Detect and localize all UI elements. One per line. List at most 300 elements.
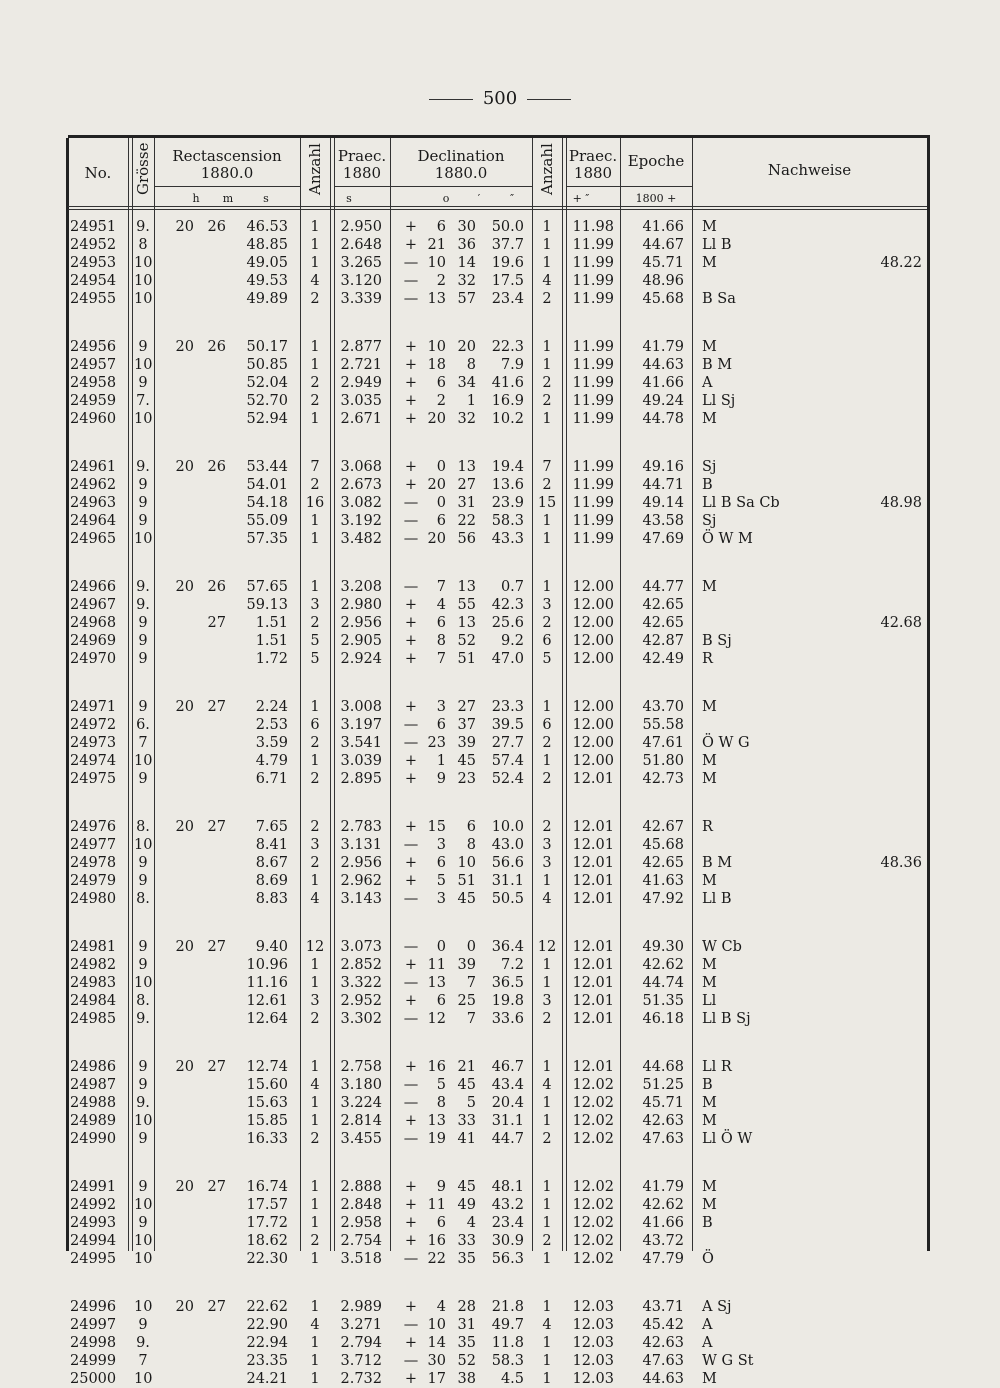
- page-number-dash-right: [527, 99, 571, 100]
- cell-ra-s: 12.61: [246, 993, 288, 1009]
- cell-praec-de: 12.02: [572, 1113, 614, 1129]
- cell-decl-sign: +: [404, 1215, 418, 1231]
- cell-no: 24991: [70, 1179, 117, 1195]
- cell-decl-sign: +: [404, 1197, 418, 1213]
- cell-praec-de: 12.02: [572, 1077, 614, 1093]
- cell-groesse: 10: [134, 291, 153, 307]
- cell-epoche: 42.65: [642, 855, 684, 871]
- cell-ra-s: 1.51: [255, 615, 288, 631]
- cell-no: 24966: [70, 579, 117, 595]
- cell-decl-min: 20: [457, 339, 476, 355]
- cell-epoche: 49.16: [642, 459, 684, 475]
- cell-decl-sign: +: [404, 375, 418, 391]
- cell-praec-de: 12.00: [572, 597, 614, 613]
- cell-anzahl: 4: [310, 891, 320, 907]
- cell-decl-sec: 31.1: [491, 1113, 524, 1129]
- praec-ra-unit-rule: [334, 186, 390, 187]
- cell-decl-sec: 0.7: [500, 579, 524, 595]
- cell-decl-min: 21: [457, 1059, 476, 1075]
- cell-praec-ra: 3.143: [340, 891, 382, 907]
- cell-decl-deg: 13: [427, 1113, 446, 1129]
- cell-decl-min: 35: [457, 1251, 476, 1267]
- cell-decl-deg: 4: [436, 597, 446, 613]
- cell-nachweise: A Sj: [702, 1299, 732, 1315]
- cell-anzahl2: 2: [542, 615, 552, 631]
- cell-epoche: 45.42: [642, 1317, 684, 1333]
- cell-no: 24975: [70, 771, 117, 787]
- cell-decl-sign: —: [403, 735, 419, 751]
- cell-groesse: 9: [138, 939, 148, 955]
- cell-ra-s: 22.30: [246, 1251, 288, 1267]
- cell-no: 24994: [70, 1233, 117, 1249]
- cell-praec-ra: 3.518: [340, 1251, 382, 1267]
- cell-decl-sign: +: [404, 1059, 418, 1075]
- cell-decl-deg: 7: [436, 579, 446, 595]
- cell-anzahl2: 4: [542, 273, 552, 289]
- cell-decl-min: 37: [457, 717, 476, 733]
- cell-anzahl: 2: [310, 477, 320, 493]
- cell-decl-min: 51: [457, 651, 476, 667]
- header-praec-de-title: Praec.: [568, 147, 618, 165]
- cell-no: 24958: [70, 375, 117, 391]
- cell-no: 24970: [70, 651, 117, 667]
- star-catalogue-table: [68, 135, 930, 1387]
- cell-ra-s: 9.40: [255, 939, 288, 955]
- header-anzahl: Anzahl: [306, 143, 324, 195]
- cell-ra-s: 22.90: [246, 1317, 288, 1333]
- cell-decl-sign: +: [404, 477, 418, 493]
- cell-decl-deg: 13: [427, 975, 446, 991]
- cell-decl-sec: 42.3: [491, 597, 524, 613]
- cell-groesse: 9: [138, 855, 148, 871]
- cell-decl-sign: +: [404, 819, 418, 835]
- cell-anzahl2: 4: [542, 1077, 552, 1093]
- cell-anzahl2: 4: [542, 891, 552, 907]
- cell-decl-deg: 1: [436, 753, 446, 769]
- cell-praec-ra: 3.082: [340, 495, 382, 511]
- cell-no: 24968: [70, 615, 117, 631]
- cell-anzahl2: 3: [542, 993, 552, 1009]
- cell-decl-sec: 7.9: [500, 357, 524, 373]
- cell-nachweise: M: [702, 1095, 717, 1111]
- cell-decl-sec: 25.6: [491, 615, 524, 631]
- cell-decl-min: 56: [457, 531, 476, 547]
- cell-anzahl2: 1: [542, 1353, 552, 1369]
- cell-anzahl: 7: [310, 459, 320, 475]
- cell-decl-sec: 31.1: [491, 873, 524, 889]
- cell-nachweise: A: [702, 1317, 713, 1333]
- cell-praec-ra: 3.712: [340, 1353, 382, 1369]
- header-ra-epoch: 1880.0: [200, 164, 254, 182]
- cell-no: 24974: [70, 753, 117, 769]
- cell-praec-de: 12.03: [572, 1335, 614, 1351]
- cell-ra-s: 46.53: [246, 219, 288, 235]
- cell-decl-sec: 46.7: [491, 1059, 524, 1075]
- cell-anzahl2: 5: [542, 651, 552, 667]
- cell-nachweise: W G St: [702, 1353, 754, 1369]
- cell-nachweise: M: [702, 1113, 717, 1129]
- cell-epoche: 45.71: [642, 255, 684, 271]
- cell-groesse: 10: [134, 975, 153, 991]
- cell-ra-s: 10.96: [246, 957, 288, 973]
- cell-praec-ra: 2.956: [340, 855, 382, 871]
- cell-decl-sign: —: [403, 579, 419, 595]
- cell-decl-deg: 23: [427, 735, 446, 751]
- cell-groesse: 7: [138, 735, 148, 751]
- cell-decl-sign: —: [403, 1317, 419, 1333]
- cell-epoche: 47.69: [642, 531, 684, 547]
- cell-praec-ra: 3.208: [340, 579, 382, 595]
- cell-decl-deg: 0: [436, 495, 446, 511]
- cell-ra-h: 20: [175, 819, 194, 835]
- cell-ra-s: 1.51: [255, 633, 288, 649]
- cell-decl-sec: 50.0: [491, 219, 524, 235]
- cell-epoche: 49.30: [642, 939, 684, 955]
- cell-decl-sec: 36.5: [491, 975, 524, 991]
- cell-nachweise: B M: [702, 357, 733, 373]
- cell-decl-deg: 3: [436, 837, 446, 853]
- cell-groesse: 9: [138, 1317, 148, 1333]
- col-rule-anzahl: [330, 138, 331, 1251]
- cell-anzahl2: 3: [542, 855, 552, 871]
- cell-decl-sign: +: [404, 651, 418, 667]
- table-border-left: [66, 138, 69, 1251]
- cell-anzahl2: 1: [542, 1059, 552, 1075]
- cell-decl-sec: 10.0: [491, 819, 524, 835]
- cell-anzahl: 1: [310, 1197, 320, 1213]
- cell-decl-sign: +: [404, 855, 418, 871]
- cell-decl-min: 5: [466, 1095, 476, 1111]
- cell-praec-ra: 2.924: [340, 651, 382, 667]
- cell-nachweise: Sj: [702, 513, 717, 529]
- cell-nachweise: M: [702, 1371, 717, 1387]
- cell-ra-s: 17.72: [246, 1215, 288, 1231]
- cell-decl-min: 32: [457, 273, 476, 289]
- cell-epoche: 42.67: [642, 819, 684, 835]
- cell-decl-deg: 6: [436, 1215, 446, 1231]
- cell-epoche: 41.66: [642, 1215, 684, 1231]
- cell-decl-deg: 15: [427, 819, 446, 835]
- cell-no: 24984: [70, 993, 117, 1009]
- cell-anzahl2: 1: [542, 1215, 552, 1231]
- cell-praec-de: 12.00: [572, 579, 614, 595]
- header-anzahl2: Anzahl: [538, 143, 556, 195]
- cell-decl-sec: 21.8: [491, 1299, 524, 1315]
- cell-decl-deg: 10: [427, 255, 446, 271]
- cell-anzahl: 1: [310, 255, 320, 271]
- cell-anzahl: 2: [310, 393, 320, 409]
- cell-decl-min: 28: [457, 1299, 476, 1315]
- cell-nachweise: M: [702, 339, 717, 355]
- cell-decl-min: 57: [457, 291, 476, 307]
- cell-anzahl: 1: [310, 1251, 320, 1267]
- cell-praec-ra: 2.949: [340, 375, 382, 391]
- cell-decl-min: 13: [457, 615, 476, 631]
- cell-praec-de: 12.00: [572, 699, 614, 715]
- cell-anzahl: 2: [310, 375, 320, 391]
- cell-decl-sign: —: [403, 1353, 419, 1369]
- cell-praec-ra: 3.302: [340, 1011, 382, 1027]
- cell-decl-min: 41: [457, 1131, 476, 1147]
- cell-decl-min: 22: [457, 513, 476, 529]
- cell-anzahl2: 1: [542, 975, 552, 991]
- cell-decl-min: 31: [457, 1317, 476, 1333]
- col-rule-epoche: [692, 138, 693, 1251]
- cell-decl-deg: 7: [436, 651, 446, 667]
- cell-groesse: 9: [138, 615, 148, 631]
- cell-epoche: 47.61: [642, 735, 684, 751]
- header-ra-s: s: [263, 192, 269, 205]
- cell-praec-ra: 2.952: [340, 993, 382, 1009]
- cell-ra-s: 17.57: [246, 1197, 288, 1213]
- cell-decl-min: 30: [457, 219, 476, 235]
- cell-decl-deg: 10: [427, 339, 446, 355]
- cell-groesse: 10: [134, 273, 153, 289]
- cell-epoche: 45.68: [642, 291, 684, 307]
- cell-epoche: 44.63: [642, 1371, 684, 1387]
- cell-nachweise: R: [702, 819, 713, 835]
- cell-nachweise: B: [702, 1077, 713, 1093]
- cell-decl-sec: 39.5: [491, 717, 524, 733]
- cell-praec-ra: 2.732: [340, 1371, 382, 1387]
- cell-decl-sign: +: [404, 993, 418, 1009]
- cell-decl-sec: 36.4: [491, 939, 524, 955]
- cell-nachweise: Ö: [702, 1251, 714, 1267]
- cell-no: 24953: [70, 255, 117, 271]
- cell-decl-sign: +: [404, 411, 418, 427]
- cell-groesse: 9: [138, 375, 148, 391]
- cell-decl-sec: 27.7: [491, 735, 524, 751]
- cell-anzahl: 2: [310, 291, 320, 307]
- cell-anzahl2: 1: [542, 957, 552, 973]
- cell-decl-sign: —: [403, 717, 419, 733]
- header-epoche-unit: 1800 +: [635, 192, 677, 205]
- cell-epoche: 41.79: [642, 339, 684, 355]
- cell-no: 24998: [70, 1335, 117, 1351]
- cell-praec-ra: 3.265: [340, 255, 382, 271]
- cell-praec-de: 12.01: [572, 891, 614, 907]
- cell-decl-min: 39: [457, 735, 476, 751]
- cell-anzahl: 4: [310, 1077, 320, 1093]
- cell-decl-min: 33: [457, 1113, 476, 1129]
- cell-anzahl: 1: [310, 975, 320, 991]
- cell-no: 24973: [70, 735, 117, 751]
- cell-anzahl2: 1: [542, 531, 552, 547]
- cell-anzahl: 1: [310, 699, 320, 715]
- cell-praec-ra: 2.905: [340, 633, 382, 649]
- header-praec-ra-year: 1880: [342, 164, 382, 182]
- cell-ra-s: 12.74: [246, 1059, 288, 1075]
- cell-decl-sign: +: [404, 615, 418, 631]
- cell-groesse: 9: [138, 699, 148, 715]
- cell-decl-sign: —: [403, 939, 419, 955]
- cell-decl-deg: 8: [436, 633, 446, 649]
- cell-praec-ra: 3.120: [340, 273, 382, 289]
- cell-nachweise: B Sa: [702, 291, 736, 307]
- cell-anzahl2: 1: [542, 1299, 552, 1315]
- cell-praec-ra: 3.192: [340, 513, 382, 529]
- cell-decl-sec: 17.5: [491, 273, 524, 289]
- cell-decl-sec: 10.2: [491, 411, 524, 427]
- cell-decl-min: 36: [457, 237, 476, 253]
- cell-anzahl2: 2: [542, 735, 552, 751]
- cell-praec-ra: 3.339: [340, 291, 382, 307]
- cell-ra-m: 27: [207, 1299, 226, 1315]
- cell-decl-deg: 6: [436, 717, 446, 733]
- cell-anzahl: 1: [310, 1059, 320, 1075]
- cell-groesse: 9.: [136, 1095, 150, 1111]
- cell-anzahl: 1: [310, 357, 320, 373]
- cell-decl-sign: —: [403, 975, 419, 991]
- cell-epoche: 43.70: [642, 699, 684, 715]
- cell-anzahl: 3: [310, 597, 320, 613]
- cell-decl-sec: 16.9: [491, 393, 524, 409]
- cell-decl-min: 55: [457, 597, 476, 613]
- cell-groesse: 9: [138, 633, 148, 649]
- cell-praec-ra: 2.888: [340, 1179, 382, 1195]
- cell-no: 24986: [70, 1059, 117, 1075]
- cell-decl-deg: 11: [427, 957, 446, 973]
- cell-groesse: 10: [134, 1371, 153, 1387]
- cell-nachweise: Ll B: [702, 237, 732, 253]
- cell-praec-de: 12.01: [572, 993, 614, 1009]
- cell-nachweise: B: [702, 477, 713, 493]
- cell-decl-min: 7: [466, 975, 476, 991]
- cell-decl-sec: 33.6: [491, 1011, 524, 1027]
- cell-nachweise: A: [702, 375, 713, 391]
- cell-praec-ra: 2.794: [340, 1335, 382, 1351]
- page-number: [0, 88, 1000, 109]
- cell-anzahl2: 3: [542, 837, 552, 853]
- cell-decl-deg: 17: [427, 1371, 446, 1387]
- cell-decl-min: 52: [457, 633, 476, 649]
- side-note: 42.68: [880, 615, 922, 631]
- cell-praec-ra: 2.956: [340, 615, 382, 631]
- cell-praec-de: 11.99: [572, 375, 614, 391]
- cell-nachweise: M: [702, 219, 717, 235]
- cell-ra-s: 15.60: [246, 1077, 288, 1093]
- cell-ra-s: 52.94: [246, 411, 288, 427]
- cell-anzahl2: 2: [542, 1131, 552, 1147]
- cell-no: 24977: [70, 837, 117, 853]
- header-decl-sec: ″: [509, 192, 515, 205]
- cell-epoche: 44.67: [642, 237, 684, 253]
- cell-decl-deg: 9: [436, 1179, 446, 1195]
- cell-decl-sign: +: [404, 393, 418, 409]
- cell-decl-min: 4: [466, 1215, 476, 1231]
- cell-anzahl: 1: [310, 513, 320, 529]
- cell-praec-de: 12.02: [572, 1215, 614, 1231]
- cell-no: 24997: [70, 1317, 117, 1333]
- cell-praec-de: 11.99: [572, 513, 614, 529]
- side-note: 48.22: [880, 255, 922, 271]
- cell-epoche: 47.63: [642, 1353, 684, 1369]
- cell-praec-ra: 2.814: [340, 1113, 382, 1129]
- cell-ra-s: 2.53: [255, 717, 288, 733]
- cell-no: 24995: [70, 1251, 117, 1267]
- cell-anzahl: 1: [310, 1371, 320, 1387]
- cell-anzahl2: 6: [542, 633, 552, 649]
- cell-groesse: 9.: [136, 1011, 150, 1027]
- cell-no: 24996: [70, 1299, 117, 1315]
- cell-decl-sign: —: [403, 891, 419, 907]
- cell-decl-min: 31: [457, 495, 476, 511]
- cell-decl-deg: 6: [436, 513, 446, 529]
- cell-no: 24967: [70, 597, 117, 613]
- cell-praec-de: 11.99: [572, 495, 614, 511]
- cell-praec-ra: 2.950: [340, 219, 382, 235]
- cell-epoche: 41.66: [642, 219, 684, 235]
- cell-nachweise: Ll Sj: [702, 393, 736, 409]
- cell-anzahl2: 12: [537, 939, 557, 955]
- col-rule-no: [128, 138, 129, 1251]
- cell-praec-de: 12.00: [572, 717, 614, 733]
- cell-decl-min: 32: [457, 411, 476, 427]
- cell-epoche: 42.65: [642, 615, 684, 631]
- cell-praec-de: 12.00: [572, 735, 614, 751]
- cell-decl-min: 6: [466, 819, 476, 835]
- col-rule-praec-de: [620, 138, 621, 1251]
- cell-ra-s: 22.62: [246, 1299, 288, 1315]
- cell-anzahl2: 2: [542, 1233, 552, 1249]
- cell-praec-ra: 2.962: [340, 873, 382, 889]
- cell-no: 24976: [70, 819, 117, 835]
- cell-anzahl2: 1: [542, 357, 552, 373]
- cell-anzahl2: 1: [542, 411, 552, 427]
- cell-nachweise: M: [702, 753, 717, 769]
- cell-decl-sign: +: [404, 1233, 418, 1249]
- cell-anzahl: 1: [310, 1335, 320, 1351]
- cell-decl-deg: 3: [436, 699, 446, 715]
- cell-groesse: 9: [138, 495, 148, 511]
- cell-no: 24954: [70, 273, 117, 289]
- cell-nachweise: M: [702, 1179, 717, 1195]
- col-rule-anzahl2-double: [566, 138, 567, 1251]
- cell-decl-deg: 6: [436, 993, 446, 1009]
- cell-decl-sec: 49.7: [491, 1317, 524, 1333]
- cell-epoche: 44.77: [642, 579, 684, 595]
- cell-decl-min: 45: [457, 1179, 476, 1195]
- cell-decl-sec: 11.8: [491, 1335, 524, 1351]
- cell-decl-deg: 8: [436, 1095, 446, 1111]
- cell-praec-de: 11.99: [572, 531, 614, 547]
- cell-anzahl2: 4: [542, 1317, 552, 1333]
- cell-ra-s: 8.83: [255, 891, 288, 907]
- cell-no: 24959: [70, 393, 117, 409]
- cell-anzahl: 1: [310, 237, 320, 253]
- cell-decl-min: 0: [466, 939, 476, 955]
- cell-nachweise: M: [702, 873, 717, 889]
- cell-groesse: 9.: [136, 459, 150, 475]
- cell-decl-min: 33: [457, 1233, 476, 1249]
- cell-groesse: 10: [134, 531, 153, 547]
- cell-ra-s: 15.63: [246, 1095, 288, 1111]
- cell-ra-s: 1.72: [255, 651, 288, 667]
- cell-decl-sec: 4.5: [500, 1371, 524, 1387]
- cell-decl-deg: 6: [436, 375, 446, 391]
- cell-decl-deg: 12: [427, 1011, 446, 1027]
- cell-ra-s: 23.35: [246, 1353, 288, 1369]
- cell-nachweise: Ll: [702, 993, 717, 1009]
- cell-anzahl: 2: [310, 1131, 320, 1147]
- cell-anzahl: 1: [310, 873, 320, 889]
- cell-praec-ra: 2.648: [340, 237, 382, 253]
- cell-anzahl: 2: [310, 1233, 320, 1249]
- header-decl-epoch: 1880.0: [434, 164, 488, 182]
- cell-epoche: 45.71: [642, 1095, 684, 1111]
- cell-nachweise: Ll Ö W: [702, 1131, 753, 1147]
- cell-anzahl2: 1: [542, 219, 552, 235]
